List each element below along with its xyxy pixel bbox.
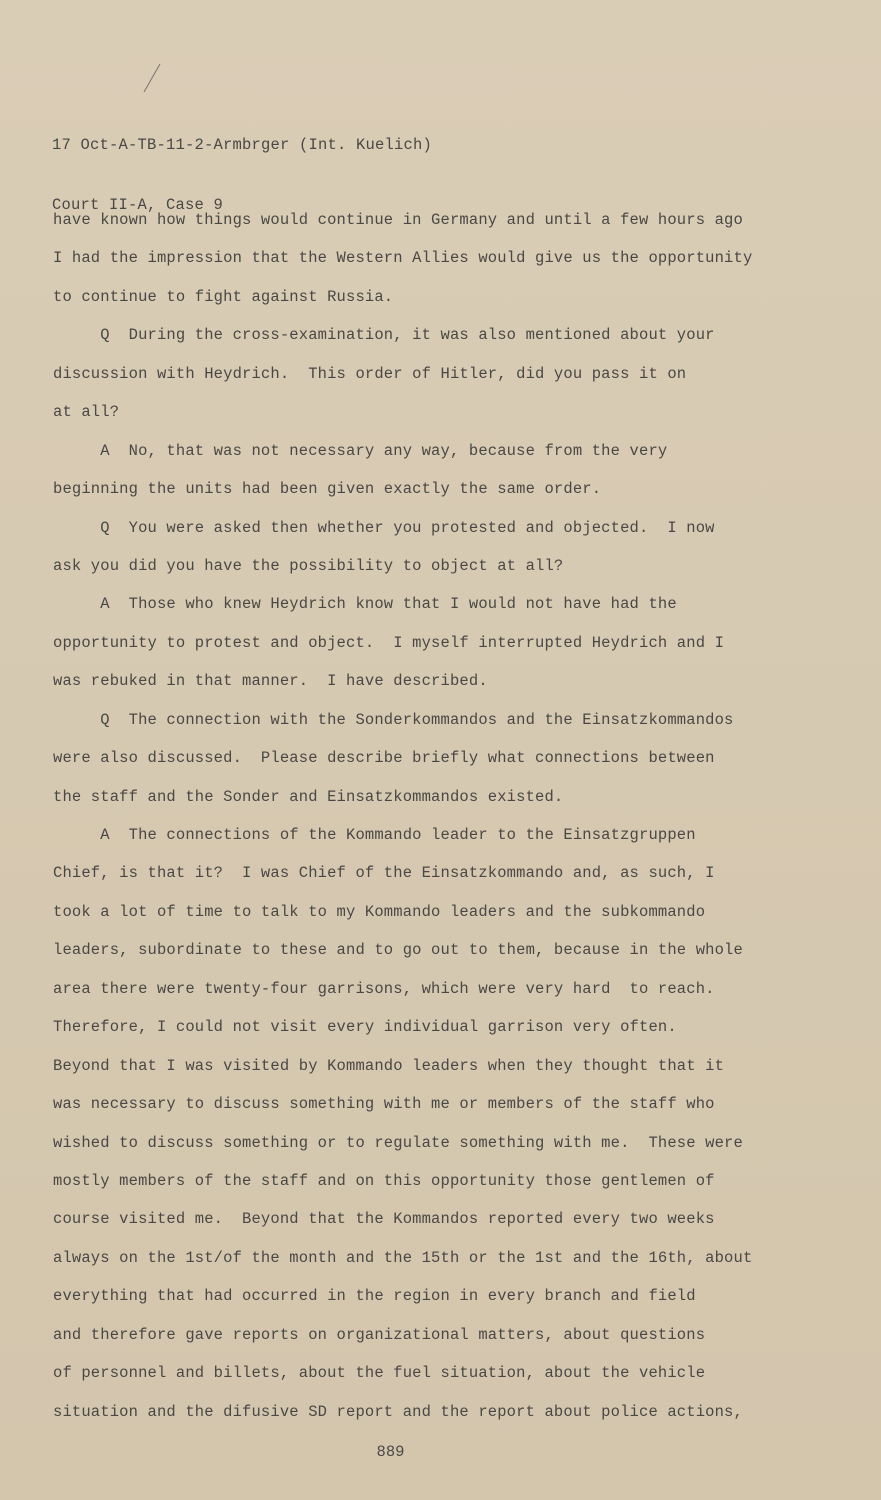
text-line: area there were twenty-four garrisons, which were very hard to reach. — [53, 979, 715, 998]
pencil-mark-icon — [140, 62, 164, 98]
text-line: A No, that was not necessary any way, because from the very — [53, 441, 668, 460]
text-line: of personnel and billets, about the fuel situation, about the vehicle — [53, 1364, 706, 1383]
text-line: was necessary to discuss something with me or members of the staff who — [53, 1095, 715, 1114]
text-line: course visited me. Beyond that the Kommandos reported every two weeks — [53, 1210, 715, 1229]
text-line: leaders, subordinate to these and to go out to them, because in the whole — [53, 941, 743, 960]
text-line: I had the impression that the Western Allies would give us the opportunity — [53, 249, 753, 268]
text-line: always on the 1st/of the month and the 15th or the 1st and the 16th, about — [53, 1248, 753, 1267]
text-line: Beyond that I was visited by Kommando leaders when they thought that it — [53, 1056, 725, 1075]
text-line: to continue to fight against Russia. — [53, 287, 394, 306]
text-line: wished to discuss something or to regulate something with me. These were — [53, 1133, 743, 1152]
text-line: and therefore gave reports on organizational matters, about questions — [53, 1325, 706, 1344]
transcript-body — [53, 210, 853, 1440]
text-line: at all? — [53, 403, 120, 422]
text-line: the staff and the Sonder and Einsatzkommandos existed. — [53, 787, 564, 806]
text-line: everything that had occurred in the region in every branch and field — [53, 1287, 696, 1306]
header-line-2: Court II-A, Case 9 — [52, 196, 224, 214]
text-line: situation and the difusive SD report and the report about police actions, — [53, 1402, 743, 1421]
text-line: A Those who knew Heydrich know that I would not have had the — [53, 595, 677, 614]
text-line: ask you did you have the possibility to object at all? — [53, 556, 564, 575]
text-line: discussion with Heydrich. This order of Hitler, did you pass it on — [53, 364, 687, 383]
text-line: were also discussed. Please describe briefly what connections between — [53, 749, 715, 768]
text-line: was rebuked in that manner. I have described. — [53, 672, 488, 691]
text-line: Q You were asked then whether you protested and objected. I now — [53, 518, 715, 537]
text-line: opportunity to protest and object. I myself interrupted Heydrich and I — [53, 633, 725, 652]
text-line: mostly members of the staff and on this opportunity those gentlemen of — [53, 1171, 715, 1190]
text-line: took a lot of time to talk to my Kommando leaders and the subkommando — [53, 902, 706, 921]
text-line: have known how things would continue in Germany and until a few hours ago — [53, 211, 743, 229]
text-line: beginning the units had been given exactly the same order. — [53, 480, 602, 499]
page-number: 889 — [376, 1443, 405, 1461]
text-line: Q The connection with the Sonderkommandos and the Einsatzkommandos — [53, 710, 734, 729]
text-line: Therefore, I could not visit every individual garrison very often. — [53, 1018, 677, 1037]
text-line: Q During the cross-examination, it was also mentioned about your — [53, 326, 715, 345]
text-line: A The connections of the Kommando leader to the Einsatzgruppen — [53, 826, 696, 844]
text-line: Chief, is that it? I was Chief of the Einsatzkommando and, as such, I — [53, 864, 715, 883]
header-line-1: 17 Oct-A-TB-11-2-Armbrger (Int. Kuelich) — [52, 136, 433, 154]
